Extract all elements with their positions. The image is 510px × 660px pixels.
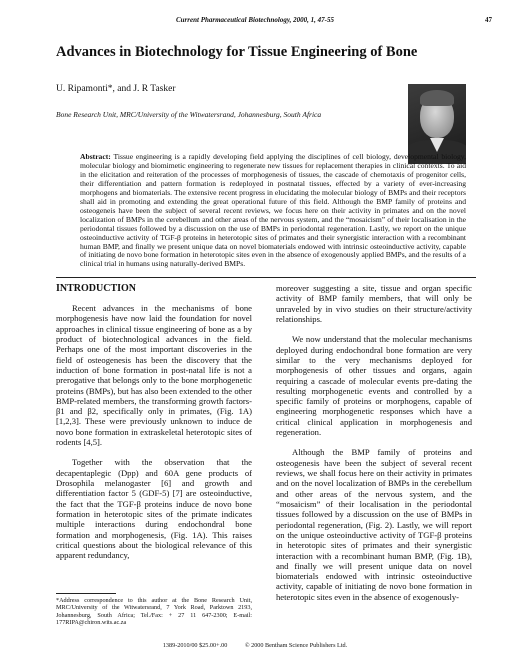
body-paragraph: We now understand that the molecular mechanisms deployed during endochondral bone formation are very similar to the very mechanisms deployed for morphogenesis of other tissues and organs, again requiring a cascade of molecular events pre-dating the resulting morphogenetic events and controlled by a specific family of proteins or morphogens, capable of engineering morphogenetic responses which have a critical clinical application in morphogenesis and regeneration.: [276, 334, 472, 438]
correspondence-footnote: *Address correspondence to this author at the Bone Research Unit, MRC/University of the Witwatersrand, 7 York Road, Parktown 2193, Johannesburg, South Africa; Tel./Fax: + 27 11 647-2300; E-mail: 177RIPA@chiron.wits.ac.za: [56, 597, 252, 627]
section-heading-introduction: INTRODUCTION: [56, 283, 137, 294]
issn-price: 1389-2010/00 $25.00+.00: [162, 642, 228, 649]
abstract: [80, 153, 466, 269]
section-divider: [56, 277, 476, 278]
author-list: U. Ripamonti*, and J. R Tasker: [56, 84, 176, 94]
running-head: [0, 16, 510, 28]
article-title: Advances in Biotechnology for Tissue Engineering of Bone: [56, 44, 418, 60]
abstract-label: Abstract:: [80, 152, 111, 161]
left-column: [56, 283, 252, 571]
body-paragraph: moreover suggesting a site, tissue and organ specific activity of BMP family members, that will only be unraveled by in vivo studies on their structure/activity relationships.: [276, 283, 472, 324]
copyright-notice: © 2000 Bentham Science Publishers Ltd.: [244, 642, 348, 649]
body-paragraph: Recent advances in the mechanisms of bone morphogenesis have now laid the foundation for novel approaches in clinical tissue engineering of bone as a by product of biotechnological advances in the field. Perhaps one of the most important discoveries in the field of osteogenesis has been the discovery that the induction of bone formation in post-natal life is not a prerogative that belongs only to the bone morphogenetic proteins (BMPs), but has also been extended to the other BMP-related members, the transforming growth factors-β1 and β2, specifically only in primates, (Fig. 1A) [1,2,3]. These were previously unknown to induce de novo bone formation in extraskeletal heterotopic sites of rodents [4,5].: [56, 303, 252, 448]
body-paragraph: Although the BMP family of proteins and osteogenesis have been the subject of several recent reviews, we shall focus here on their activity in primates and on the novel localization of BMPs in the cerebellum and other areas of the nervous system, and the “mosaicism” of their localisation in the periodontal tissues followed by a discussion on the use of BMPs in periodontal regeneration, (Fig. 2). Lastly, we will report on the unique osteoinductive activity of TGF-β proteins in heterotopic sites of primates and their synergistic interaction with a recombinant human BMP, (Fig. 1B), and finally we will present unique data on novel biomaterials endowed with intrinsic osteoinductive activity, capable of initiating de novo bone formation in heterotopic sites even in the absence of exogenously-: [276, 447, 472, 602]
page-footer: [0, 642, 510, 649]
author-affiliation: Bone Research Unit, MRC/University of the Witwatersrand, Johannesburg, South Africa: [56, 110, 322, 119]
journal-citation: Current Pharmaceutical Biotechnology, 2000, 1, 47-55: [175, 16, 335, 24]
page-number: 47: [485, 16, 492, 24]
body-paragraph: Together with the observation that the decapentaplegic (Dpp) and 60A gene products of Drosophila melanogaster [6] and growth and differentiation factor 5 (GDF-5) [7] are osteoinductive, the fact that the TGF-β proteins induce de novo bone formation in heterotopic sites of the primate indicates multiple interactions during endochondral bone formation and morphogenesis, (Fig. 1A). This raises critical questions about the biological relevance of this apparent redundancy,: [56, 457, 252, 561]
abstract-text: Tissue engineering is a rapidly developing field applying the disciplines of cell biology, developmental biology, molecular biology and biomimetic engineering to regenerate new tissues for replacement therapies in clinical contexts. To aid in the elicitation and reiteration of the processes of morphogenesis of tissues, the cascade of chemotaxis of progenitor cells, their differentiation and pattern formation is redeployed in postnatal tissues, effected by a variety of ever-increasing morphogens and biomaterials. The extensive recent progress in elucidating the molecular biology of BMPs and their receptors shall aid in promoting and extending the great operational future of this field. Although the BMP family of proteins and osteogeneis have been the subject of several recent reviews, we focus here on their activity in primates and on the novel localization of BMPs in the cerebellum and other areas of the nervous system, and the “mosaicism” of their localisation in the periodontal tissues followed by a discussion on the use of BMPs in periodontal regeneration. Lastly, we report on the unique osteoinductive activity of TGF-β proteins in heterotopic sites of primates and their synergistic interaction with a recombinant human BMP, and finally we present unique data on novel biomaterials endowed with intrinsic osteoinductive activity, capable of initiating de novo bone formation in heterotopic sites even in the absence of exogenously applied BMPs, and the results of a clinical trial in humans using naturally-derived BMPs.: [80, 152, 466, 269]
footnote-divider: [56, 593, 116, 594]
right-column: [276, 283, 472, 612]
